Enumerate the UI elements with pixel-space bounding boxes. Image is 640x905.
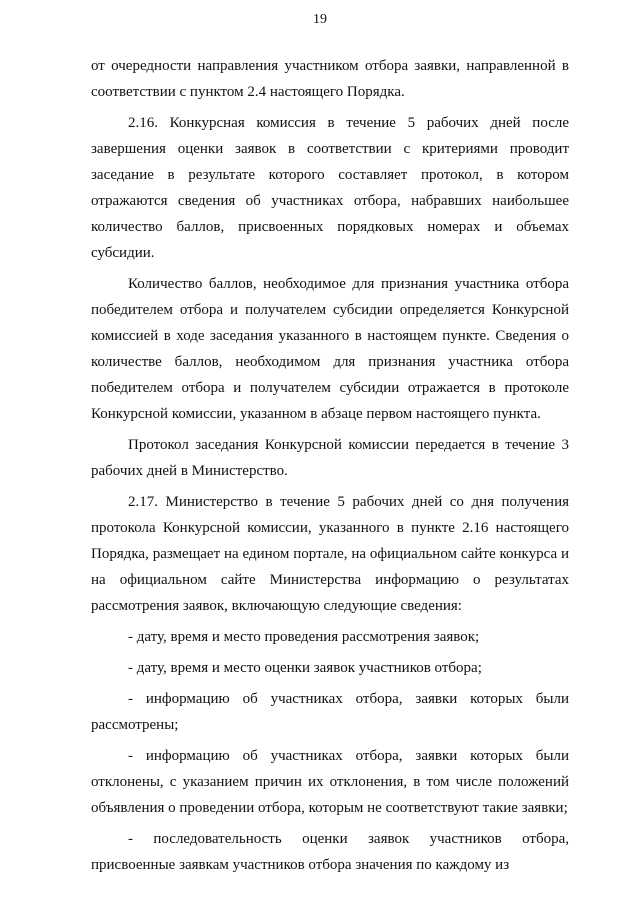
paragraph-protocol-transfer: Протокол заседания Конкурсной комиссии передается в течение 3 рабочих дней в Министерство.: [91, 437, 569, 479]
paragraph-continuation: от очередности направления участником отбора заявки, направленной в соответствии с пунктом 2.4 настоящего Порядка.: [91, 58, 569, 100]
list-item-review-date: - дату, время и место проведения рассмотрения заявок;: [128, 629, 480, 645]
list-item-evaluation-date: - дату, время и место оценки заявок участников отбора;: [128, 660, 482, 676]
list-item-evaluation-sequence: - последовательность оценки заявок участников отбора, присвоенные заявкам участников отбора значения по каждому из: [91, 831, 569, 873]
paragraph-2-16: 2.16. Конкурсная комиссия в течение 5 рабочих дней после завершения оценки заявок в соответствии с критериями проводит заседание в результате которого составляет протокол, в котором отражаются сведения об участниках отбора, набравших наибольшее количество баллов, присвоенных порядковых номерах и объемах субсидии.: [91, 115, 569, 261]
paragraph-points-threshold: Количество баллов, необходимое для признания участника отбора победителем отбора и получателем субсидии определяется Конкурсной комиссией в ходе заседания указанного в настоящем пункте. Сведения о количестве баллов, необходимом для признания участника отбора победителем отбора и получателем субсидии отражается в протоколе Конкурсной комиссии, указанном в абзаце первом настоящего пункта.: [91, 276, 569, 422]
list-item-rejected-participants: - информацию об участниках отбора, заявки которых были отклонены, с указанием причин их отклонения, в том числе положений объявления о проведении отбора, которым не соответствуют такие заявки;: [91, 748, 569, 816]
paragraph-2-17: 2.17. Министерство в течение 5 рабочих дней со дня получения протокола Конкурсной комиссии, указанного в пункте 2.16 настоящего Порядка, размещает на едином портале, на официальном сайте конкурса и на официальном сайте Министерства информацию о результатах рассмотрения заявок, включающую следующие сведения:: [91, 494, 569, 614]
list-item-reviewed-participants: - информацию об участниках отбора, заявки которых были рассмотрены;: [91, 691, 569, 733]
document-body: [91, 53, 569, 878]
page-number: 19: [313, 12, 327, 27]
